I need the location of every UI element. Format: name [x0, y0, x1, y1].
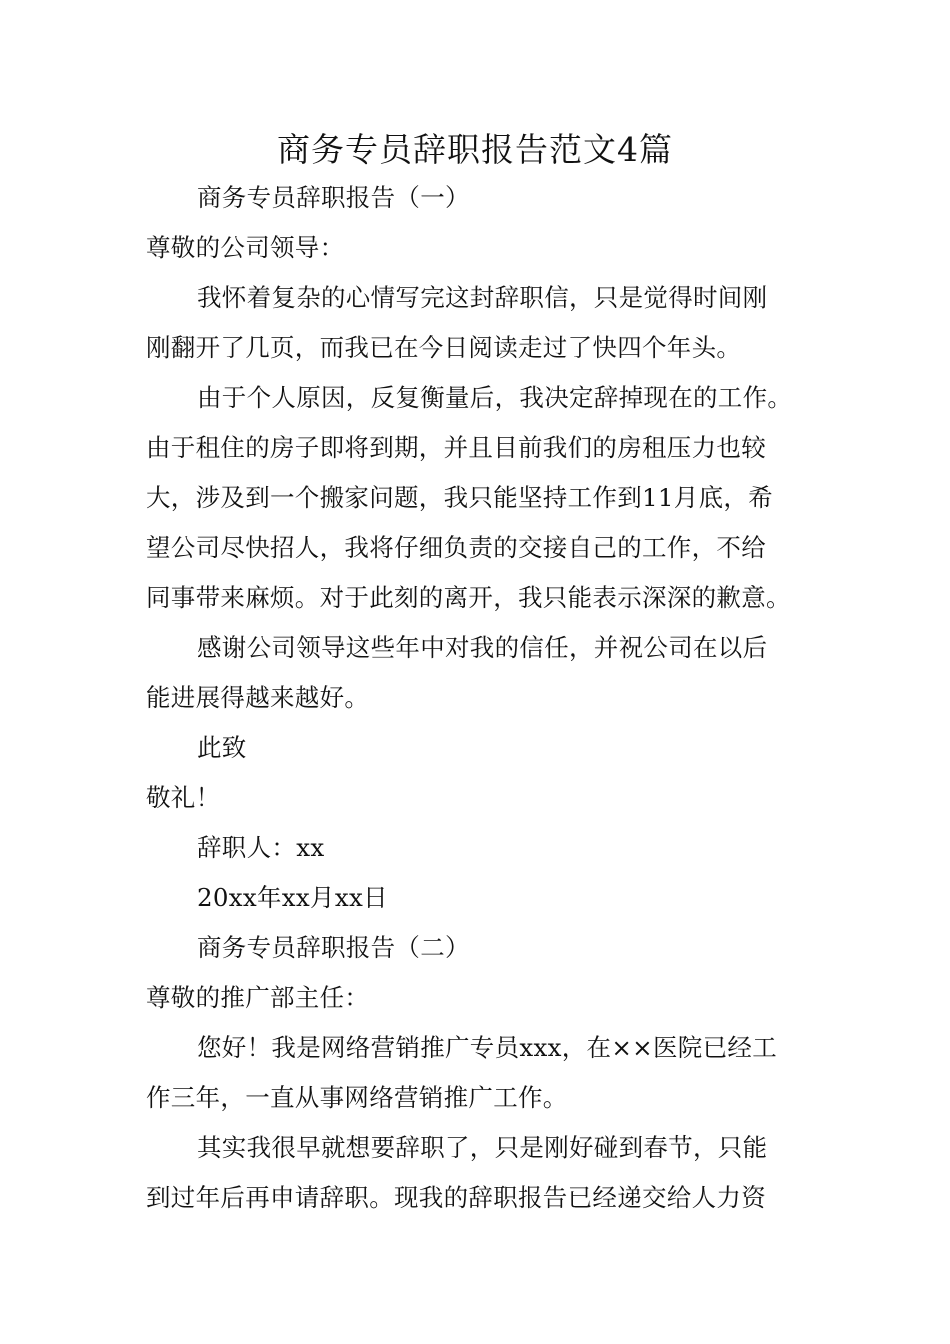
paragraph-line: 大，涉及到一个搬家问题，我只能坚持工作到11月底，希 [146, 483, 773, 512]
paragraph-line: 您好！我是网络营销推广专员xxx，在××医院已经工 [197, 1033, 778, 1062]
paragraph-line: 刚翻开了几页，而我已在今日阅读走过了快四个年头。 [146, 333, 742, 362]
section-heading-1: 商务专员辞职报告（一） [197, 183, 470, 212]
signature-name: 辞职人：xx [197, 833, 325, 862]
paragraph-line: 其实我很早就想要辞职了，只是刚好碰到春节，只能 [197, 1133, 768, 1162]
paragraph-line: 同事带来麻烦。对于此刻的离开，我只能表示深深的歉意。 [146, 583, 791, 612]
signature-date: 20xx年xx月xx日 [197, 883, 388, 912]
paragraph-line: 到过年后再申请辞职。现我的辞职报告已经递交给人力资 [146, 1183, 766, 1212]
document-title: 商务专员辞职报告范文4篇 [277, 130, 673, 169]
paragraph-line: 我怀着复杂的心情写完这封辞职信，只是觉得时间刚 [197, 283, 768, 312]
paragraph-line: 望公司尽快招人，我将仔细负责的交接自己的工作，不给 [146, 533, 766, 562]
paragraph-line: 能进展得越来越好。 [146, 683, 370, 712]
paragraph-line: 由于个人原因，反复衡量后，我决定辞掉现在的工作。 [197, 383, 793, 412]
salutation-1: 尊敬的公司领导： [146, 233, 345, 262]
paragraph-line: 作三年，一直从事网络营销推广工作。 [146, 1083, 568, 1112]
salutation-2: 尊敬的推广部主任： [146, 983, 370, 1012]
section-heading-2: 商务专员辞职报告（二） [197, 933, 470, 962]
closing-regards: 敬礼！ [146, 783, 221, 812]
paragraph-line: 感谢公司领导这些年中对我的信任，并祝公司在以后 [197, 633, 768, 662]
paragraph-line: 由于租住的房子即将到期，并且目前我们的房租压力也较 [146, 433, 766, 462]
closing-line: 此致 [197, 733, 247, 762]
